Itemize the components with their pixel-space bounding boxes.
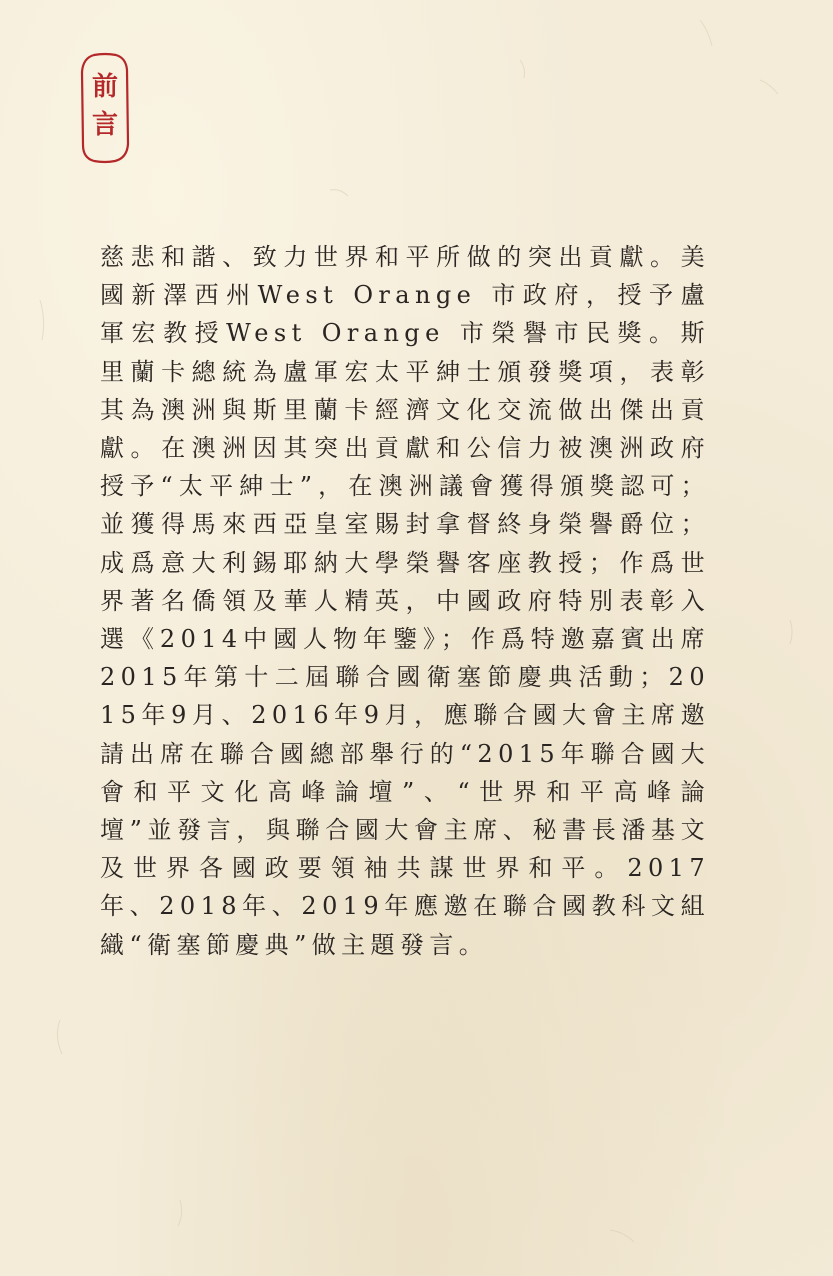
preface-seal	[80, 52, 130, 164]
seal-char-yan: 言	[91, 110, 118, 140]
seal-char-qian: 前	[91, 72, 118, 102]
seal-border-icon	[80, 52, 130, 164]
body-paragraph: 慈悲和諧、致力世界和平所做的突出貢獻。美國新澤西州West Orange 市政府，授予盧軍宏教授West Orange 市榮譽市民獎。斯里蘭卡總統為盧軍宏太平紳士頒發獎項，表彰其為澳洲與斯里蘭卡經濟文化交流做出傑出貢獻。在澳洲因其突出貢獻和公信力被澳洲政府授予“太平紳士”，在澳洲議會獲得頒獎認可；並獲得馬來西亞皇室賜封拿督終身榮譽爵位；成爲意大利錫耶納大學榮譽客座教授；作爲世界著名僑領及華人精英，中國政府特別表彰入選《2014中國人物年鑒》；作爲特邀嘉賓出席2015年第十二屆聯合國衛塞節慶典活動；2015年9月、2016年9月，應聯合國大會主席邀請出席在聯合國總部舉行的“2015年聯合國大會和平文化高峰論壇”、“世界和平高峰論壇”並發言，與聯合國大會主席、秘書長潘基文及世界各國政要領袖共謀世界和平。2017年、2018年、2019年應邀在聯合國教科文組織“衛塞節慶典”做主題發言。	[100, 243, 710, 959]
